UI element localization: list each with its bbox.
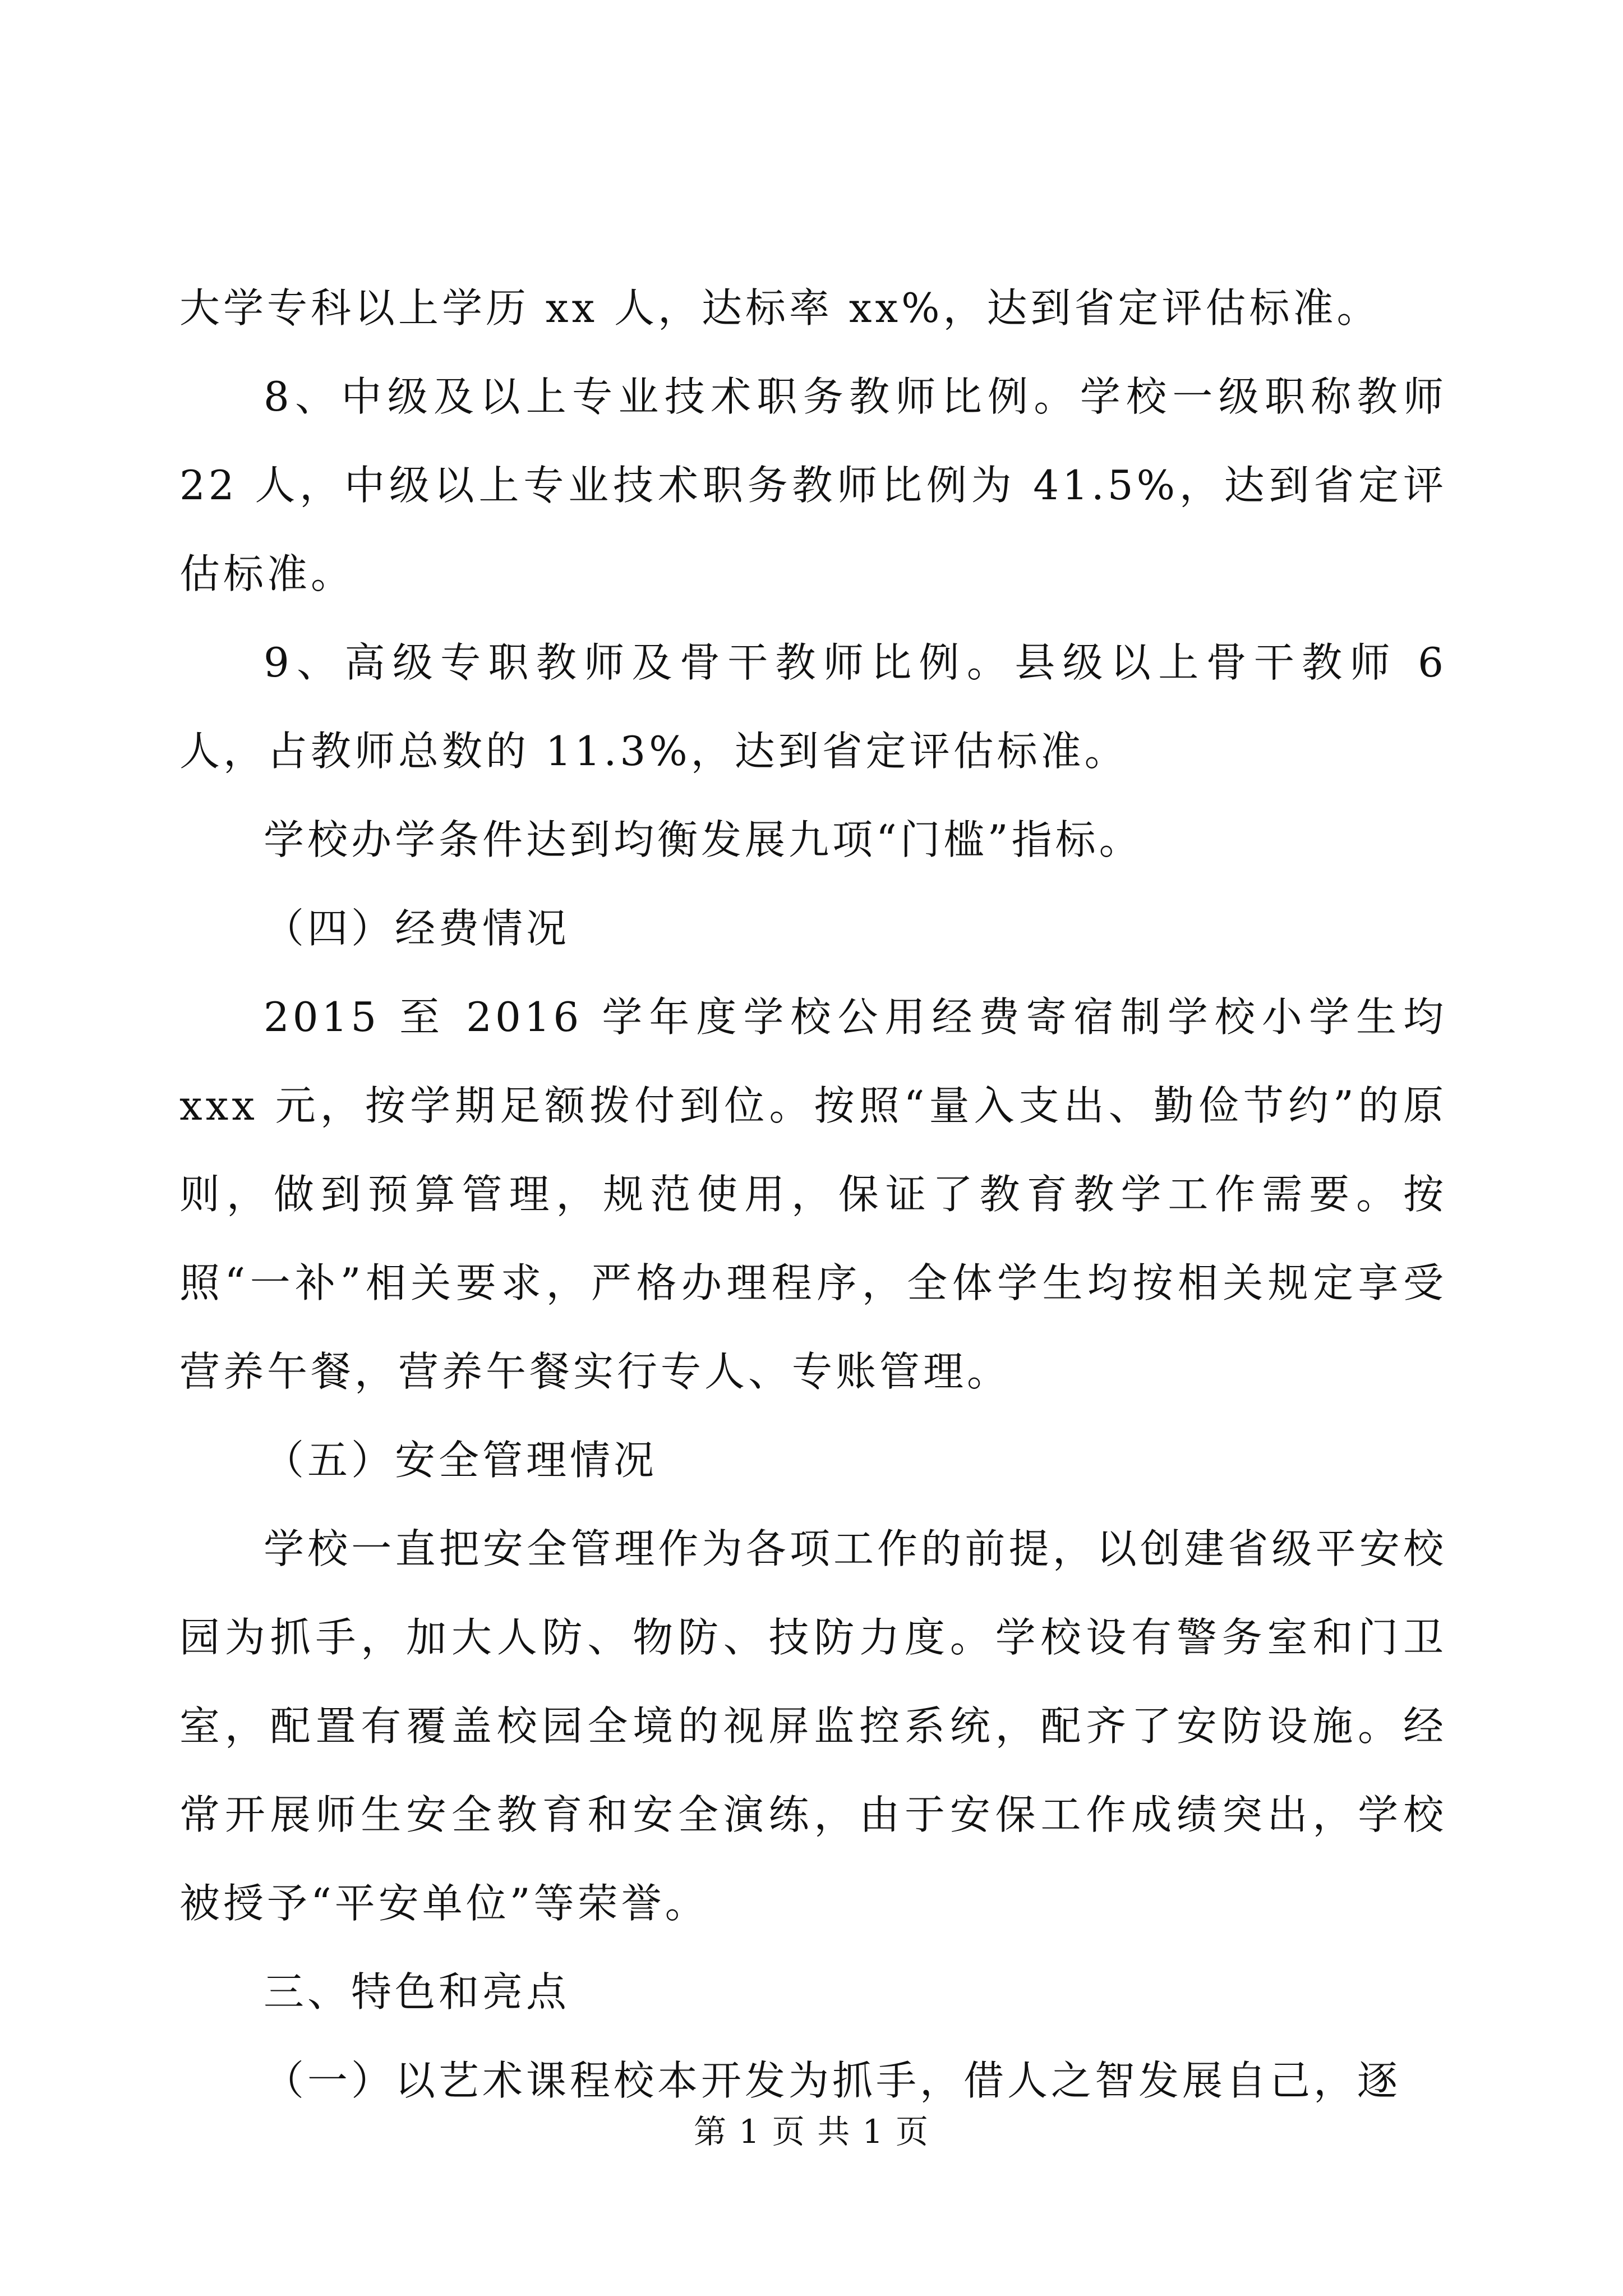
paragraph-funding: 2015 至 2016 学年度学校公用经费寄宿制学校小学生均 xxx 元，按学期足额拨付到位。按照“量入支出、勤俭节约”的原则，做到预算管理，规范使用，保证了教育教学工作需要。按照“一补”相关要求，严格办理程序，全体学生均按相关规定享受营养午餐，营养午餐实行专人、专账管理。 bbox=[179, 993, 1447, 1395]
body-text bbox=[179, 264, 1447, 2125]
paragraph-summary: 学校办学条件达到均衡发展九项“门槛”指标。 bbox=[264, 816, 1143, 863]
paragraph-item-8: 8、中级及以上专业技术职务教师比例。学校一级职称教师 22 人，中级以上专业技术职务教师比例为 41.5%，达到省定评估标准。 bbox=[179, 373, 1447, 597]
paragraph-item-9: 9、高级专职教师及骨干教师比例。县级以上骨干教师 6 人，占教师总数的 11.3%，达到省定评估标准。 bbox=[179, 639, 1447, 775]
subsection-heading-art: （一）以艺术课程校本开发为抓手，借人之智发展自己，逐 bbox=[264, 2057, 1401, 2104]
paragraph-continuation: 大学专科以上学历 xx 人，达标率 xx%，达到省定评估标准。 bbox=[179, 284, 1381, 332]
page-footer: 第 1 页 共 1 页 bbox=[694, 2113, 929, 2151]
section-heading-safety: （五）安全管理情况 bbox=[264, 1437, 658, 1484]
section-heading-funding: （四）经费情况 bbox=[264, 905, 570, 952]
paragraph-safety: 学校一直把安全管理作为各项工作的前提，以创建省级平安校园为抓手，加大人防、物防、技防力度。学校设有警务室和门卫室，配置有覆盖校园全境的视屏监控系统，配齐了安防设施。经常开展师生安全教育和安全演练，由于安保工作成绩突出，学校被授予“平安单位”等荣誉。 bbox=[179, 1525, 1447, 1927]
section-heading-features: 三、特色和亮点 bbox=[264, 1968, 570, 2016]
